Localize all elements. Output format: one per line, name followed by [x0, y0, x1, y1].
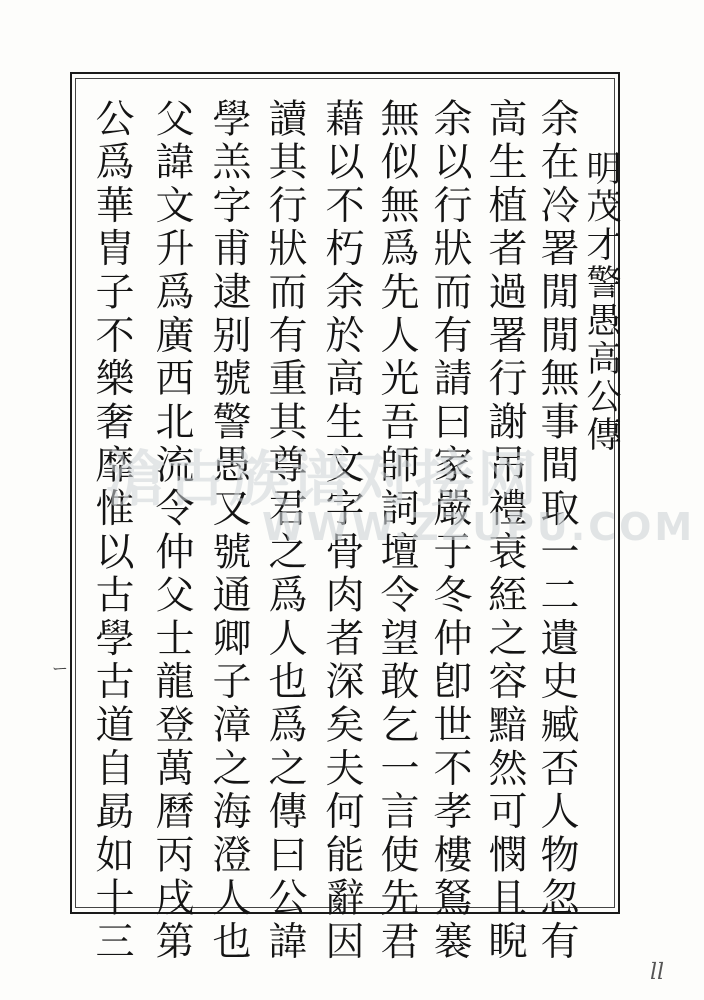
text-column-9: 公爲華胄子不樂奢靡惟以古學古道自勗如十三	[89, 98, 134, 964]
text-column-5: 藉以不朽余於高生文字骨肉者深矣夫何能辭因	[319, 98, 364, 964]
text-column-6: 讀其行狀而有重其尊君之爲人也爲之傳曰公諱	[262, 98, 307, 964]
watermark-text: 滄古族谱对接网	[105, 445, 539, 515]
document-title: 明茂才警愚高公傳	[581, 150, 621, 454]
page-number-mark: ll	[650, 960, 665, 985]
text-column-2: 高生植者過署行謝吊禮衰絰之容黯然可憫且睨	[482, 98, 527, 964]
text-column-8: 父諱文升爲廣西北流令仲父士龍登萬曆丙戌第	[149, 98, 194, 964]
margin-mark: ー	[52, 659, 69, 678]
text-column-1: 余在冷署閒閒無事間取一二遺史臧否人物忽有	[534, 98, 579, 964]
watermark-url: WWW.ZZUPU.COM	[262, 505, 696, 549]
text-column-4: 無似無爲先人光吾師詞壇令望敢乞一言使先君	[374, 98, 419, 964]
text-column-3: 余以行狀而有請曰家嚴于冬仲卽世不孝樓鴑褰	[427, 98, 472, 964]
text-column-7: 學羔字甫逮别號警愚又號通卿子漳之海澄人也	[206, 98, 251, 964]
